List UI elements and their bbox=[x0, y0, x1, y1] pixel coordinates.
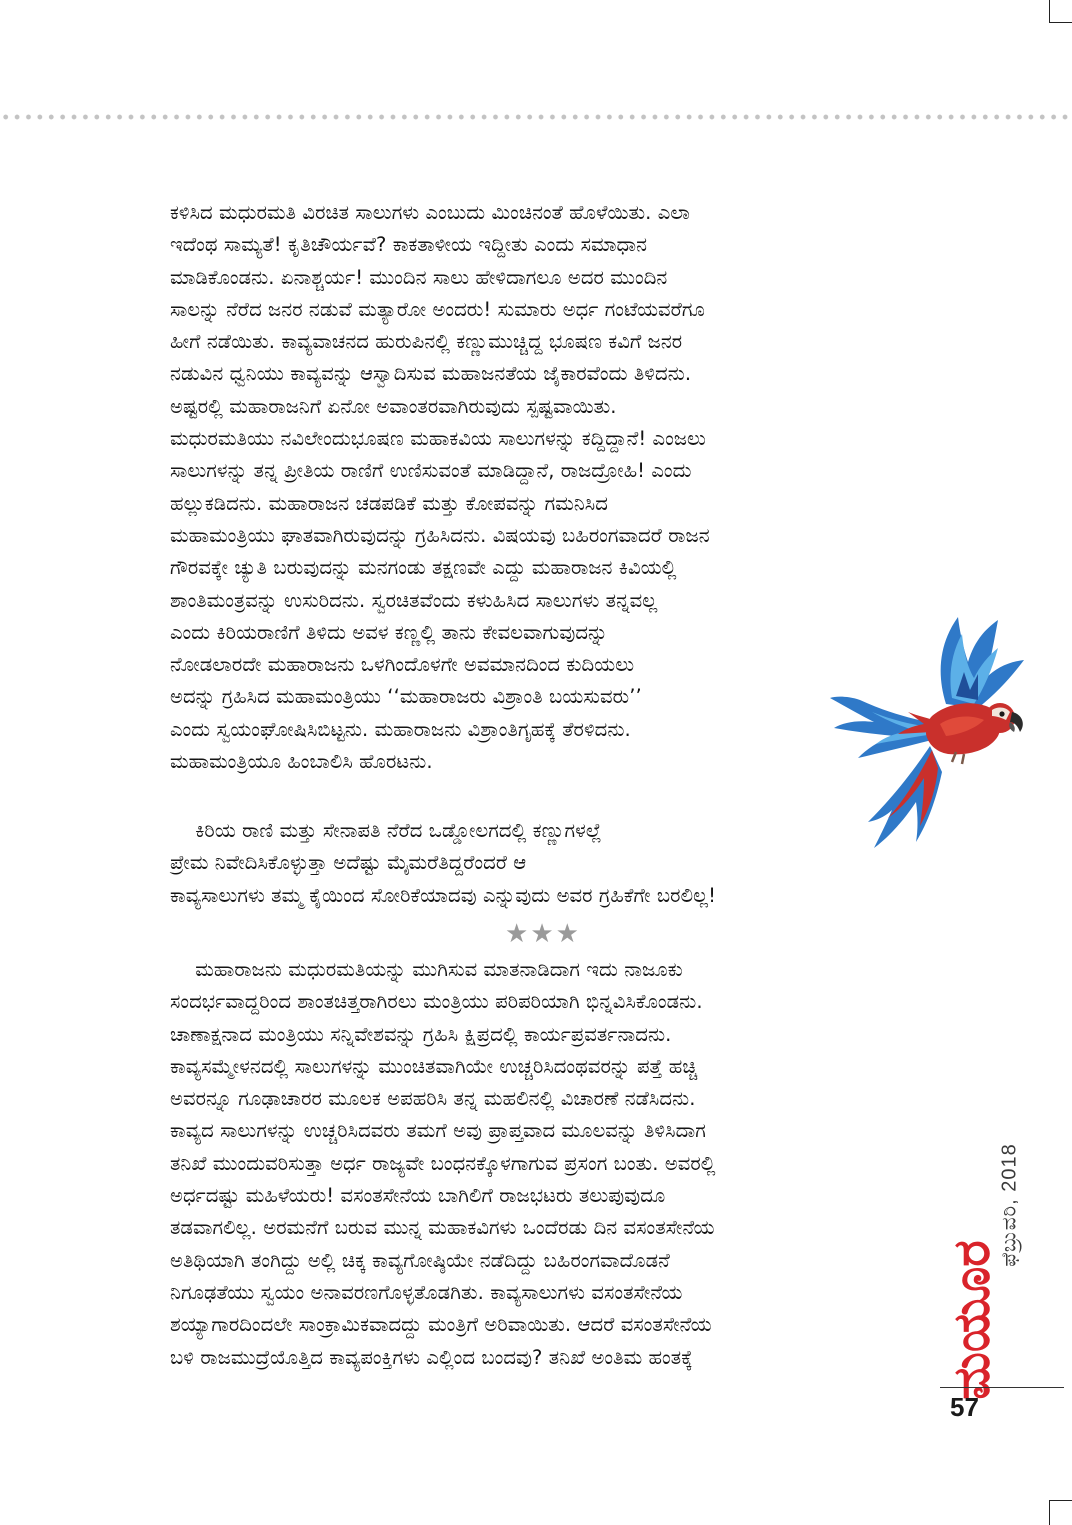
text-line: ಅವರನ್ನೂ ಗೂಢಾಚಾರರ ಮೂಲಕ ಅಪಹರಿಸಿ ತನ್ನ ಮಹಲಿನಲ್ಲಿ ವಿಚಾರಣೆ ನಡೆಸಿದನು. bbox=[170, 1087, 696, 1111]
text-line: ಅದನ್ನು ಗ್ರಹಿಸಿದ ಮಹಾಮಂತ್ರಿಯು ‘‘ಮಹಾರಾಜರು ವಿಶ್ರಾಂತಿ ಬಯಸುವರು’’ bbox=[170, 685, 642, 709]
magazine-logo: ಮಯೂರ bbox=[942, 1240, 1001, 1400]
text-line: ಕಾವ್ಯಸಮ್ಮೇಳನದಲ್ಲಿ ಸಾಲುಗಳನ್ನು ಮುಂಚಿತವಾಗಿಯೇ ಉಚ್ಚರಿಸಿದಂಥವರನ್ನು ಪತ್ತೆ ಹಚ್ಚಿ bbox=[170, 1054, 698, 1078]
text-line: ನಿಗೂಢತೆಯು ಸ್ವಯಂ ಅನಾವರಣಗೊಳ್ಳತೊಡಗಿತು. ಕಾವ್ಯಸಾಲುಗಳು ವಸಂತಸೇನೆಯ bbox=[170, 1280, 683, 1304]
body-paragraph bbox=[170, 815, 716, 912]
text-line: ಮಾಡಿಕೊಂಡನು. ಏನಾಶ್ಚರ್ಯ! ಮುಂದಿನ ಸಾಲು ಹೇಳಿದಾಗಲೂ ಅದರ ಮುಂದಿನ bbox=[170, 265, 668, 289]
body-paragraph bbox=[170, 197, 710, 778]
parrot-illustration bbox=[828, 612, 1028, 852]
text-line: ತಡವಾಗಲಿಲ್ಲ. ಅರಮನೆಗೆ ಬರುವ ಮುನ್ನ ಮಹಾಕವಿಗಳು ಒಂದೆರಡು ದಿನ ವಸಂತಸೇನೆಯ bbox=[170, 1216, 715, 1240]
text-line: ಮಹಾರಾಜನು ಮಧುರಮತಿಯನ್ನು ಮುಗಿಸುವ ಮಾತನಾಡಿದಾಗ ಇದು ನಾಜೂಕು bbox=[170, 958, 683, 981]
dotted-rule bbox=[0, 114, 1072, 120]
issue-date: ಫೆಬ್ರುವರಿ, 2018 bbox=[998, 1143, 1021, 1267]
page-number: 57 bbox=[950, 1392, 979, 1422]
running-footer bbox=[942, 1095, 1022, 1400]
text-line: ಬಳಿ ರಾಜಮುದ್ರೆಯೊತ್ತಿದ ಕಾವ್ಯಪಂಕ್ತಿಗಳು ಎಲ್ಲಿಂದ ಬಂದವು? ತನಿಖೆ ಅಂತಿಮ ಹಂತಕ್ಕೆ bbox=[170, 1345, 693, 1369]
text-line: ಕಾವ್ಯದ ಸಾಲುಗಳನ್ನು ಉಚ್ಚರಿಸಿದವರು ತಮಗೆ ಅವು ಪ್ರಾಪ್ತವಾದ ಮೂಲವನ್ನು ತಿಳಿಸಿದಾಗ bbox=[170, 1119, 706, 1143]
crop-mark-top bbox=[1049, 0, 1072, 23]
footer-rule bbox=[940, 1387, 1064, 1388]
text-line: ತನಿಖೆ ಮುಂದುವರಿಸುತ್ತಾ ಅರ್ಧ ರಾಜ್ಯವೇ ಬಂಧನಕ್ಕೊಳಗಾಗುವ ಪ್ರಸಂಗ ಬಂತು. ಅವರಲ್ಲಿ bbox=[170, 1151, 716, 1175]
text-line: ಮಧುರಮತಿಯು ನವಿಲೇಂದುಭೂಷಣ ಮಹಾಕವಿಯ ಸಾಲುಗಳನ್ನು ಕದ್ದಿದ್ದಾನೆ! ಎಂಜಲು bbox=[170, 427, 706, 451]
text-line: ನೋಡಲಾರದೇ ಮಹಾರಾಜನು ಒಳಗಿಂದೊಳಗೇ ಅವಮಾನದಿಂದ ಕುದಿಯಲು bbox=[170, 653, 635, 677]
text-line: ಶಯ್ಯಾಗಾರದಿಂದಲೇ ಸಾಂಕ್ರಾಮಿಕವಾದದ್ದು ಮಂತ್ರಿಗೆ ಅರಿವಾಯಿತು. ಆದರೆ ವಸಂತಸೇನೆಯ bbox=[170, 1313, 712, 1337]
body-paragraph bbox=[170, 954, 716, 1374]
text-line: ಪ್ರೇಮ ನಿವೇದಿಸಿಕೊಳ್ಳುತ್ತಾ ಅದೆಷ್ಟು ಮೈಮರೆತಿದ್ದರೆಂದರೆ ಆ bbox=[170, 851, 527, 875]
text-line: ಮಹಾಮಂತ್ರಿಯು ಘಾತವಾಗಿರುವುದನ್ನು ಗ್ರಹಿಸಿದನು. ವಿಷಯವು ಬಹಿರಂಗವಾದರೆ ರಾಜನ bbox=[170, 523, 710, 547]
text-line: ಹಲ್ಲುಕಡಿದನು. ಮಹಾರಾಜನ ಚಡಪಡಿಕೆ ಮತ್ತು ಕೋಪವನ್ನು ಗಮನಿಸಿದ bbox=[170, 491, 608, 515]
section-break-stars: ★★★ bbox=[505, 919, 581, 949]
text-line: ನಡುವಿನ ಧ್ವನಿಯು ಕಾವ್ಯವನ್ನು ಆಸ್ವಾದಿಸುವ ಮಹಾಜನತೆಯ ಜೈಕಾರವೆಂದು ತಿಳಿದನು. bbox=[170, 362, 692, 386]
text-line: ಕಿರಿಯ ರಾಣಿ ಮತ್ತು ಸೇನಾಪತಿ ನೆರೆದ ಒಡ್ಡೋಲಗದಲ್ಲಿ ಕಣ್ಣುಗಳಲ್ಲೆ bbox=[170, 819, 602, 842]
text-line: ಕಳಿಸಿದ ಮಧುರಮತಿ ವಿರಚಿತ ಸಾಲುಗಳು ಎಂಬುದು ಮಿಂಚಿನಂತೆ ಹೊಳೆಯಿತು. ಎಲಾ bbox=[170, 201, 690, 224]
text-line: ಶಾಂತಿಮಂತ್ರವನ್ನು ಉಸುರಿದನು. ಸ್ವರಚಿತವೆಂದು ಕಳುಹಿಸಿದ ಸಾಲುಗಳು ತನ್ನವಲ್ಲ bbox=[170, 588, 658, 612]
text-line: ಅಷ್ಟರಲ್ಲಿ ಮಹಾರಾಜನಿಗೆ ಏನೋ ಅವಾಂತರವಾಗಿರುವುದು ಸ್ಪಷ್ಟವಾಯಿತು. bbox=[170, 394, 617, 418]
text-line: ಹೀಗೆ ನಡೆಯಿತು. ಕಾವ್ಯವಾಚನದ ಹುರುಪಿನಲ್ಲಿ ಕಣ್ಣುಮುಚ್ಚಿದ್ದ ಭೂಷಣ ಕವಿಗೆ ಜನರ bbox=[170, 330, 683, 354]
text-line: ಗೌರವಕ್ಕೇ ಚ್ಯುತಿ ಬರುವುದನ್ನು ಮನಗಂಡು ತಕ್ಷಣವೇ ಎದ್ದು ಮಹಾರಾಜನ ಕಿವಿಯಲ್ಲಿ bbox=[170, 556, 677, 580]
text-line: ಚಾಣಾಕ್ಷನಾದ ಮಂತ್ರಿಯು ಸನ್ನಿವೇಶವನ್ನು ಗ್ರಹಿಸಿ ಕ್ಷಿಪ್ರದಲ್ಲಿ ಕಾರ್ಯಪ್ರವರ್ತನಾದನು. bbox=[170, 1022, 672, 1046]
text-line: ಎಂದು ಕಿರಿಯರಾಣಿಗೆ ತಿಳಿದು ಅವಳ ಕಣ್ಣಲ್ಲಿ ತಾನು ಕೇವಲವಾಗುವುದನ್ನು bbox=[170, 620, 608, 644]
text-line: ಸಾಲನ್ನು ನೆರೆದ ಜನರ ನಡುವೆ ಮತ್ಯಾರೋ ಅಂದರು! ಸುಮಾರು ಅರ್ಧ ಗಂಟೆಯವರೆಗೂ bbox=[170, 297, 705, 321]
text-line: ಮಹಾಮಂತ್ರಿಯೂ ಹಿಂಬಾಲಿಸಿ ಹೊರಟನು. bbox=[170, 750, 433, 774]
text-line: ಅತಿಥಿಯಾಗಿ ತಂಗಿದ್ದು ಅಲ್ಲಿ ಚಿಕ್ಕ ಕಾವ್ಯಗೋಷ್ಠಿಯೇ ನಡೆದಿದ್ದು ಬಹಿರಂಗವಾದೊಡನೆ bbox=[170, 1248, 670, 1272]
crop-mark-bottom bbox=[1049, 1500, 1072, 1525]
text-line: ಎಂದು ಸ್ವಯಂಘೋಷಿಸಿಬಿಟ್ಟನು. ಮಹಾರಾಜನು ವಿಶ್ರಾಂತಿಗೃಹಕ್ಕೆ ತೆರಳಿದನು. bbox=[170, 717, 631, 741]
text-line: ಕಾವ್ಯಸಾಲುಗಳು ತಮ್ಮ ಕೈಯಿಂದ ಸೋರಿಕೆಯಾದವು ಎನ್ನುವುದು ಅವರ ಗ್ರಹಿಕೆಗೇ ಬರಲಿಲ್ಲ! bbox=[170, 883, 717, 907]
text-line: ಇದೆಂಥ ಸಾಮ್ಯತೆ! ಕೃತಿಚೌರ್ಯವೆ? ಕಾಕತಾಳೀಯ ಇದ್ದೀತು ಎಂದು ಸಮಾಧಾನ bbox=[170, 233, 648, 257]
text-line: ಸಾಲುಗಳನ್ನು ತನ್ನ ಪ್ರೀತಿಯ ರಾಣಿಗೆ ಉಣಿಸುವಂತೆ ಮಾಡಿದ್ದಾನೆ, ರಾಜದ್ರೋಹಿ! ಎಂದು bbox=[170, 459, 692, 483]
text-line: ಅರ್ಧದಷ್ಟು ಮಹಿಳೆಯರು! ವಸಂತಸೇನೆಯ ಬಾಗಿಲಿಗೆ ರಾಜಭಟರು ತಲುಪುವುದೂ bbox=[170, 1184, 666, 1208]
text-line: ಸಂದರ್ಭವಾದ್ದರಿಂದ ಶಾಂತಚಿತ್ತರಾಗಿರಲು ಮಂತ್ರಿಯು ಪರಿಪರಿಯಾಗಿ ಭಿನ್ನವಿಸಿಕೊಂಡನು. bbox=[170, 990, 703, 1014]
